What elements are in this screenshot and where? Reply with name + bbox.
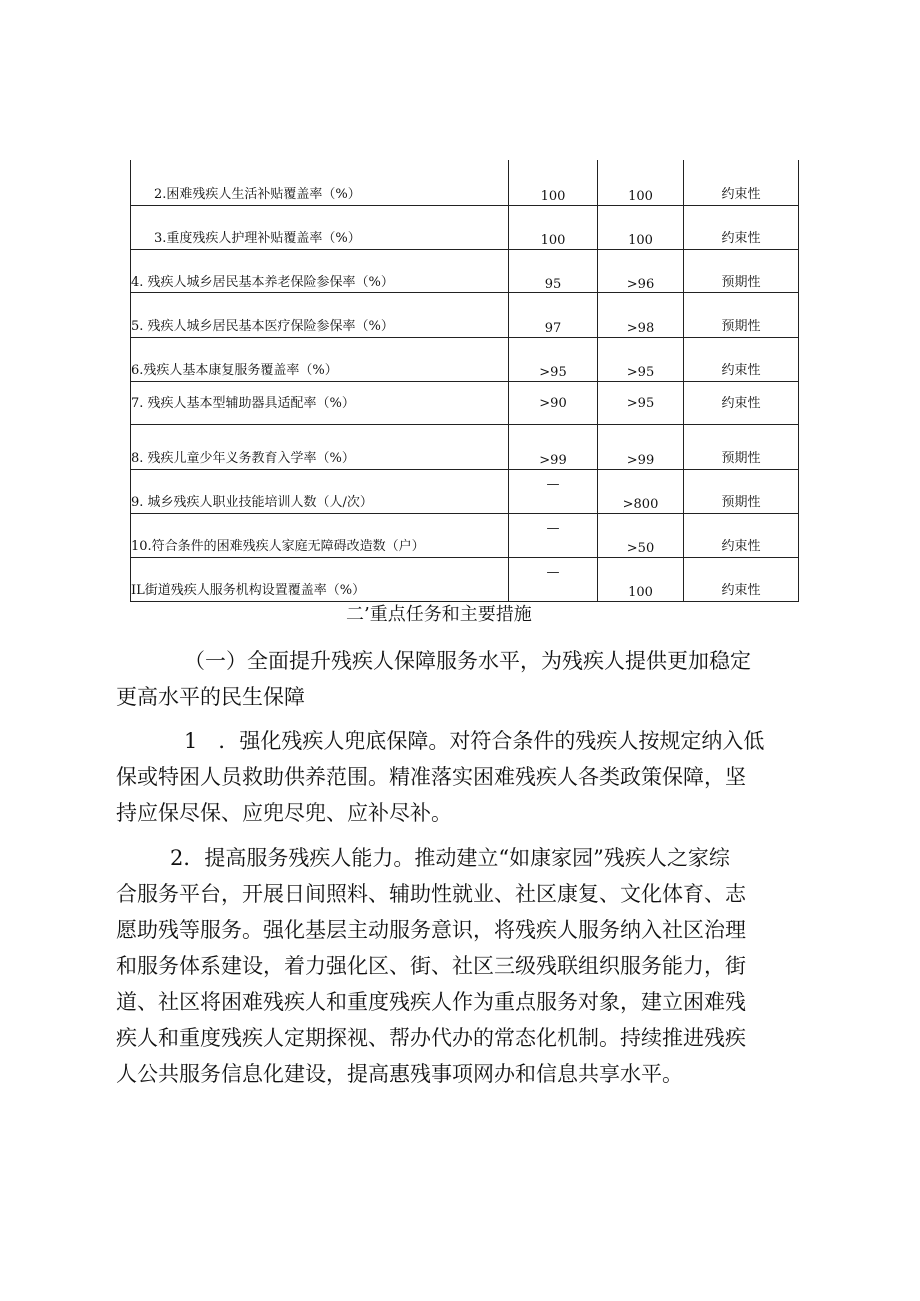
- target-value: 100: [628, 585, 653, 600]
- table-border-bottom: [130, 601, 799, 602]
- baseline-value: —: [546, 477, 560, 492]
- indicator-label: 8. 残疾儿童少年义务教育入学率（%）: [131, 451, 355, 466]
- indicator-type: 约束性: [721, 363, 761, 378]
- indicator-type: 预期性: [721, 275, 761, 290]
- indicator-type: 约束性: [721, 539, 761, 554]
- baseline-value: >90: [539, 396, 567, 411]
- indicator-label: 9. 城乡残疾人职业技能培训人数（人/次）: [131, 495, 373, 510]
- target-value: >99: [626, 453, 655, 468]
- indicator-label: 2.困难残疾人生活补贴覆盖率（%）: [154, 187, 361, 202]
- baseline-value: 100: [540, 233, 566, 248]
- row-line: [130, 205, 799, 206]
- paragraph-line: 和服务体系建设，着力强化区、街、社区三级残联组织服务能力，街: [116, 954, 746, 978]
- paragraph-line: 道、社区将困难残疾人和重度残疾人作为重点服务对象，建立困难残: [116, 990, 746, 1014]
- subsection-heading-line: 更高水平的民生保障: [116, 685, 305, 709]
- paragraph-line: 疾人和重度残疾人定期探视、帮办代办的常态化机制。持续推进残疾: [116, 1026, 746, 1050]
- paragraph-line: 合服务平台，开展日间照料、辅助性就业、社区康复、文化体育、志: [116, 882, 746, 906]
- indicator-label: 5. 残疾人城乡居民基本医疗保险参保率（%）: [131, 319, 394, 334]
- indicator-label: 6.残疾人基本康复服务覆盖率（%）: [131, 363, 338, 378]
- target-value: >98: [626, 321, 655, 336]
- baseline-value: 100: [540, 189, 566, 204]
- target-value: >95: [626, 396, 655, 411]
- indicator-label: 7. 残疾人基本型辅助器具适配率（%）: [131, 396, 355, 411]
- target-value: 100: [628, 189, 653, 204]
- baseline-value: >99: [539, 453, 567, 468]
- paragraph-line: 人公共服务信息化建设，提高惠残事项网办和信息共享水平。: [116, 1062, 683, 1086]
- indicator-type: 约束性: [721, 583, 761, 598]
- target-value: >95: [626, 365, 655, 380]
- target-value: >96: [626, 277, 655, 292]
- target-value: >800: [622, 497, 659, 512]
- row-line: [130, 469, 799, 470]
- indicator-label: 3.重度残疾人护理补贴覆盖率（%）: [154, 231, 361, 246]
- baseline-value: —: [546, 521, 560, 536]
- target-value: 100: [628, 233, 653, 248]
- row-line: [130, 381, 799, 382]
- paragraph-line: 1 ．强化残疾人兜底保障。对符合条件的残疾人按规定纳入低: [184, 729, 765, 753]
- baseline-value: >95: [539, 365, 567, 380]
- row-line: [130, 249, 799, 250]
- paragraph-line: 愿助残等服务。强化基层主动服务意识，将残疾人服务纳入社区治理: [116, 918, 746, 942]
- indicator-type: 预期性: [721, 495, 761, 510]
- indicator-label: 10.符合条件的困难残疾人家庭无障碍改造数（户）: [131, 539, 425, 554]
- baseline-value: 97: [544, 321, 562, 336]
- paragraph-line: 持应保尽保、应兜尽兜、应补尽补。: [116, 801, 452, 825]
- target-value: >50: [626, 541, 655, 556]
- paragraph-line: 保或特困人员救助供养范围。精准落实困难残疾人各类政策保障，坚: [116, 765, 746, 789]
- baseline-value: 95: [544, 277, 562, 292]
- row-line: [130, 292, 799, 293]
- indicator-type: 约束性: [721, 396, 761, 411]
- indicator-label: 4. 残疾人城乡居民基本养老保险参保率（%）: [131, 275, 394, 290]
- indicator-type: 约束性: [721, 231, 761, 246]
- subsection-heading-line: （一）全面提升残疾人保障服务水平，为残疾人提供更加稳定: [184, 649, 751, 673]
- baseline-value: —: [546, 565, 560, 580]
- indicator-type: 预期性: [721, 319, 761, 334]
- row-line: [130, 337, 799, 338]
- indicator-label: IL街道残疾人服务机构设置覆盖率（%）: [131, 583, 366, 598]
- row-line: [130, 513, 799, 514]
- indicator-type: 约束性: [721, 187, 761, 202]
- paragraph-line: 2．提高服务残疾人能力。推动建立“如康家园”残疾人之家综: [170, 846, 730, 870]
- section-heading: 二’重点任务和主要措施: [346, 604, 532, 625]
- row-line: [130, 557, 799, 558]
- row-line: [130, 424, 799, 425]
- indicator-type: 预期性: [721, 451, 761, 466]
